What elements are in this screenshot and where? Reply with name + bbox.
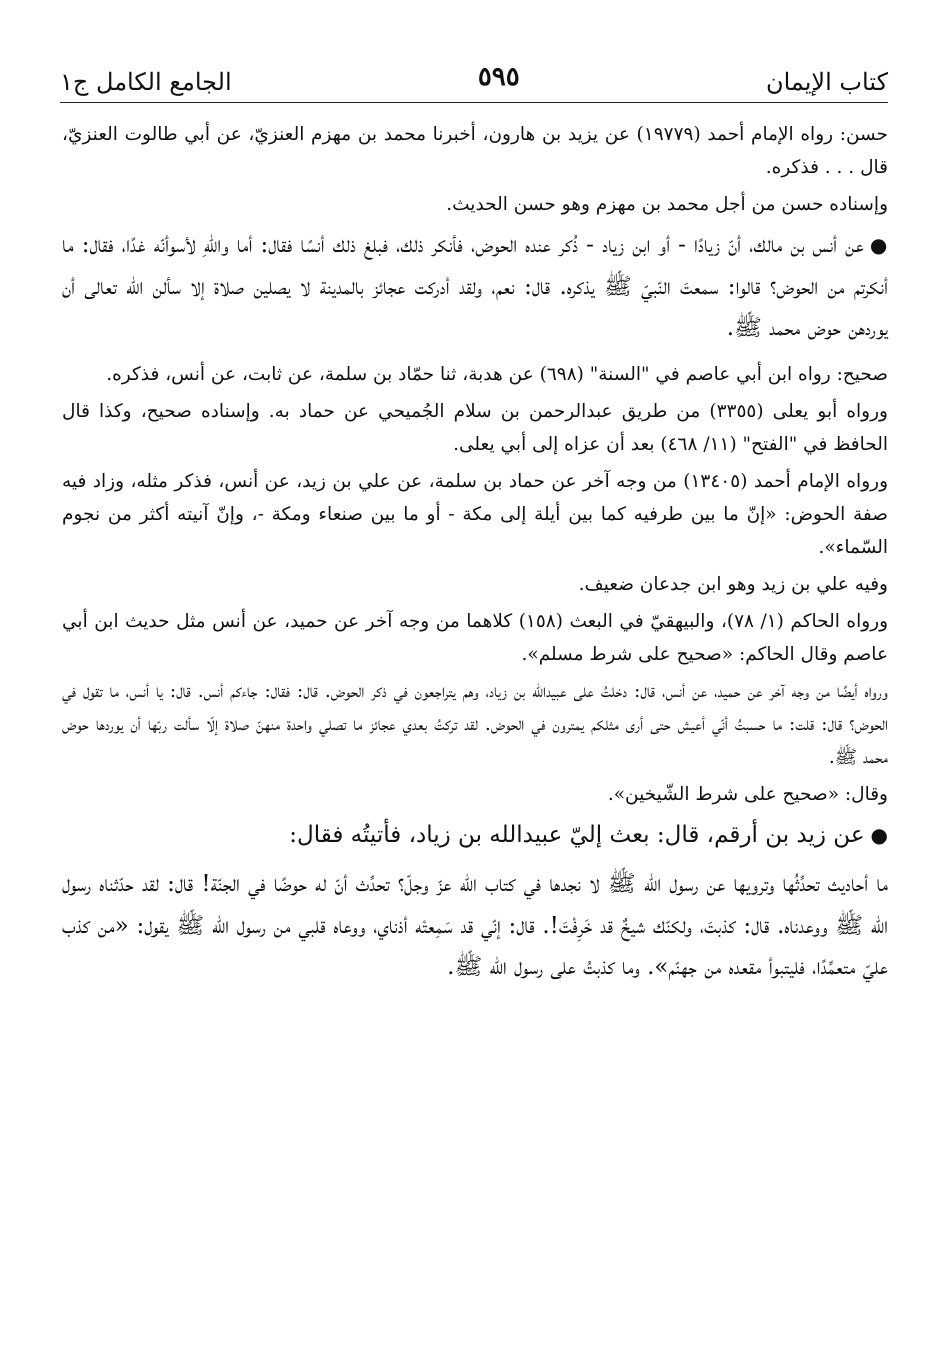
paragraph-5: ورواه الإمام أحمد (١٣٤٠٥) من وجه آخر عن حماد بن سلمة، عن علي بن زيد، عن أنس، فذكر مثله، وزاد فيه صفة الحوض: «إنّ ما بين طرفيه كما بين أيلة إلى مكة - أو ما بين صنعاء ومكة -، وإنّ آنيته أكثر من نجوم السّماء».	[62, 470, 889, 558]
bullet-icon: ●	[870, 822, 888, 847]
paragraph-3: صحيح: رواه ابن أبي عاصم في "السنة" (٦٩٨) عن هدبة، ثنا حمّاد بن سلمة، عن ثابت، عن أنس، فذكره.	[106, 363, 888, 385]
hadith-paragraph-1: ●عن أنس بن مالك، أنّ زيادًا - أو ابن زياد - ذُكر عنده الحوض، فأنكر ذلك، فبلغ ذلك أنسًا فقال: أما واللّهِ لأسوأنّه غدًا، فقال: ما أنكرتم من الحوض؟ قالوا: سمعتَ النّبيّ ﷺ يذكره. قال: نعم، ولقد أدركت عجائز بالمدينة لا يصلين صلاة إلا سألن الله تعالى أن يوردهن حوض محمد ﷺ.	[62, 232, 889, 341]
chapter-title: كتاب الإيمان	[765, 68, 888, 96]
bullet-icon: ●	[869, 233, 889, 257]
paragraph-6: وفيه علي بن زيد وهو ابن جدعان ضعيف.	[578, 573, 888, 595]
hadith-paragraph-3: ما أحاديث تحدِّثُها وترويها عن رسول الله ﷺ لا نجدها في كتاب الله عزّ وجلّ؟ تحدِّث أنّ له حوضًا في الجنّة! قال: لقد حدّثناه رسول الله ﷺ ووعدناه. قال: كذبتَ، ولكنّك شيخٌ قد خَرِفْتَ!. قال: إنّي قد سَمِعتْه أذناي، ووعاه قلبي من رسول الله ﷺ يقول: «من كذب عليّ متعمِّدًا، فليتبوأ مقعده من جهنّم». وما كذبتُ على رسول الله ﷺ.	[62, 871, 888, 980]
paragraph-4: ورواه أبو يعلى (٣٣٥٥) من طريق عبدالرحمن بن سلام الجُميحي عن حماد به. وإسناده صحيح، وكذا قال الحافظ في "الفتح" (١١/ ٤٦٨) بعد أن عزاه إلى أبي يعلى.	[62, 400, 888, 455]
page-number: ٥٩٥	[477, 62, 520, 92]
paragraph-2: وإسناده حسن من أجل محمد بن مهزم وهو حسن الحديث.	[446, 194, 888, 215]
page-body	[62, 118, 888, 997]
book-title: الجامع الكامل ج١	[60, 68, 232, 96]
page-header	[60, 52, 888, 103]
hadith-paragraph-2: ●عن زيد بن أرقم، قال: بعث إليّ عبيدالله بن زياد، فأتيتُه فقال:	[289, 821, 888, 848]
paragraph-1: حسن: رواه الإمام أحمد (١٩٧٧٩) عن يزيد بن هارون، أخبرنا محمد بن مهزم العنزيّ، عن أبي طالوت العنزيّ، قال . . . فذكره.	[62, 124, 888, 178]
paragraph-8: ورواه أيضًا من وجه آخر عن حميد، عن أنس، قال: دخلتُ على عبيدالله بن زياد، وهم يتراجعون في ذكر الحوض. قال: فقال: جاءكم أنس. قال: يا أنس، ما تقول في الحوض؟ قال: قلت: ما حسبتُ أنّي أعيش حتى أرى مثلكم يمترون في الحوض. لقد تركتُ بعدي عجائز ما تصلي واحدة منهنّ صلاة إلّا سألت ربّها أن يوردها حوض محمد ﷺ.	[62, 680, 888, 768]
paragraph-7: ورواه الحاكم (١/ ٧٨)، والبيهقيّ في البعث (١٥٨) كلاهما من وجه آخر عن حميد، عن أنس مثل حديث ابن أبي عاصم وقال الحاكم: «صحيح على شرط مسلم».	[62, 610, 889, 665]
paragraph-9: وقال: «صحيح على شرط الشّيخين».	[607, 783, 888, 805]
